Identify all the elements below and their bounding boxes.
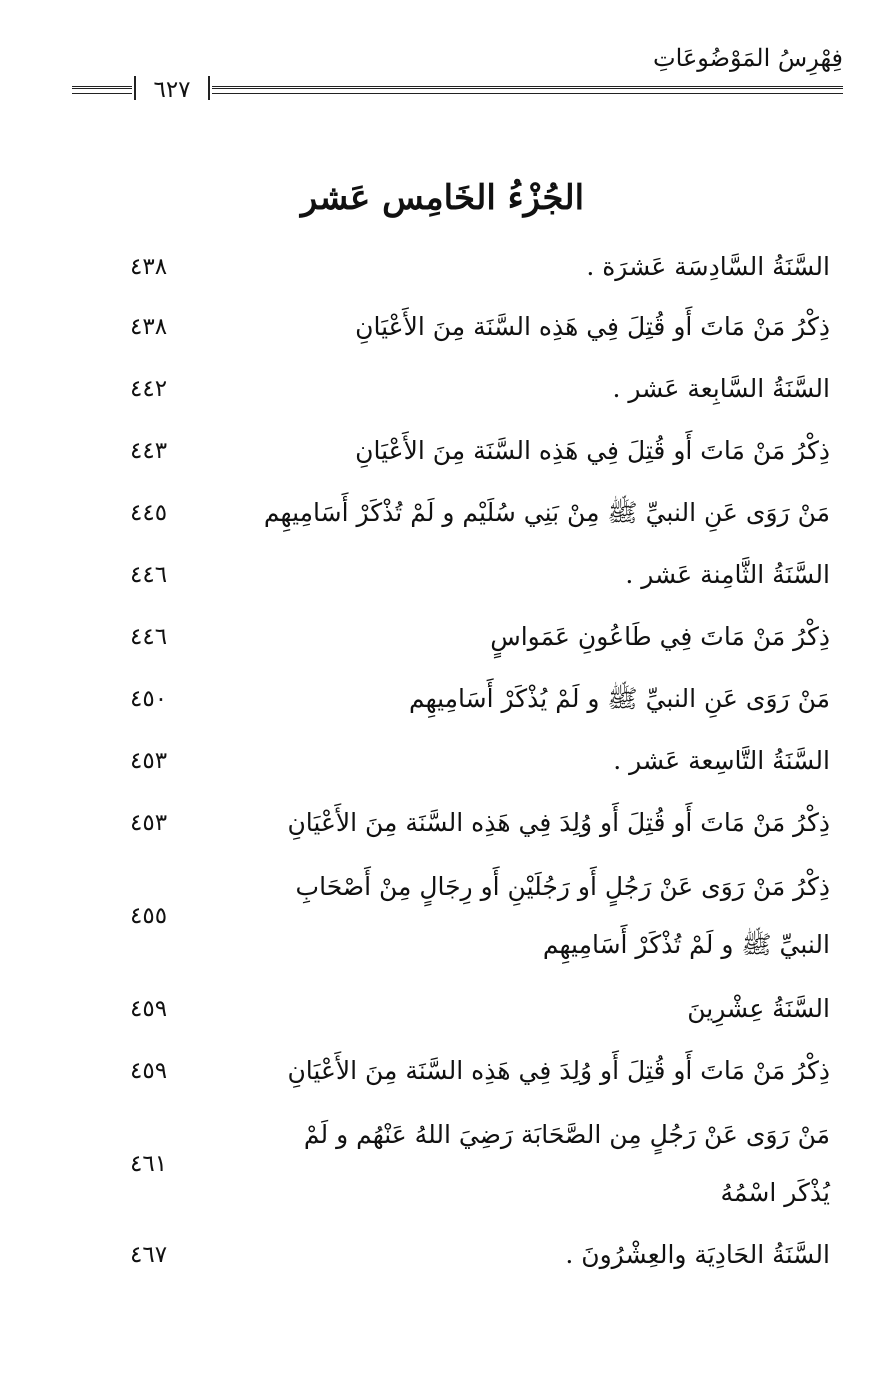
toc-entry-page: ٤٥٥ [130,903,168,929]
running-title: فِهْرِسُ المَوْضُوعَاتِ [653,44,843,72]
toc-entry-title: السَّنَةُ السَّادِسَة عَشرَة . [586,252,830,281]
toc-entry-page: ٤٤٦ [130,562,168,588]
toc-entry-title: ذِكْرُ مَنْ مَاتَ فِي طَاعُونِ عَمَواسٍ [490,622,830,651]
toc-entry-page: ٤٥٩ [130,1058,168,1084]
toc-entry-page: ٤٤٢ [130,376,168,402]
header-rule [212,86,843,89]
toc-entry-page: ٤٥٩ [130,996,168,1022]
header-rule-thin [212,93,843,94]
toc-entry-page: ٤٤٣ [130,438,168,464]
page-number-bracket-right [208,76,210,100]
toc-entry-page: ٤٦١ [130,1151,168,1177]
toc-entry-title: السَّنَةُ عِشْرِينَ [687,994,830,1023]
toc-entry-title: ذِكْرُ مَنْ مَاتَ أَو قُتِلَ أَو وُلِدَ فِي هَذِه السَّنَة مِنَ الأَعْيَانِ [287,1056,830,1085]
toc-entry-title: السَّنَةُ الثَّامِنة عَشر . [625,560,830,589]
toc-entry-page: ٤٥٣ [130,748,168,774]
part-title: الجُزْءُ الخَامِس عَشر [300,178,585,218]
toc-entry-title: مَنْ رَوَى عَنِ النبيِّ ﷺ مِنْ بَنِي سُلَيْم و لَمْ تُذْكَرْ أَسَامِيهِم [263,498,830,527]
toc-entry-title: السَّنَةُ الحَادِيَة والعِشْرُونَ . [565,1240,830,1269]
toc-entry-title: السَّنَةُ التَّاسِعة عَشر . [613,746,830,775]
toc-entry-title: ذِكْرُ مَنْ مَاتَ أَو قُتِلَ فِي هَذِه السَّنَة مِنَ الأَعْيَانِ [355,312,830,341]
toc-entry-title: ذِكْرُ مَنْ رَوَى عَنْ رَجُلٍ أَو رَجُلَيْنِ أَو رِجَالٍ مِنْ أَصْحَابِ النبيِّ ﷺ و لَمْ تُذْكَرْ أَسَامِيهِم [295,872,830,959]
toc-entry-page: ٤٣٨ [130,314,168,340]
toc-entry-title: ذِكْرُ مَنْ مَاتَ أَو قُتِلَ فِي هَذِه السَّنَة مِنَ الأَعْيَانِ [355,436,830,465]
page-number: ٦٢٧ [153,77,191,103]
toc-entry-page: ٤٤٥ [130,500,168,526]
toc-entry-title: السَّنَةُ السَّابِعة عَشر . [612,374,830,403]
toc-entry-page: ٤٦٧ [130,1242,168,1268]
page-number-bracket-left [134,76,136,100]
toc-entry-page: ٤٤٦ [130,624,168,650]
header-rule-left-thin [72,93,132,94]
toc-entry-title: ذِكْرُ مَنْ مَاتَ أَو قُتِلَ أَو وُلِدَ فِي هَذِه السَّنَة مِنَ الأَعْيَانِ [287,808,830,837]
toc-entry-title: مَنْ رَوَى عَنْ رَجُلٍ مِن الصَّحَابَة رَضِيَ اللهُ عَنْهُم و لَمْ يُذْكَر اسْمُهُ [303,1120,830,1207]
toc-entry-title: مَنْ رَوَى عَنِ النبيِّ ﷺ و لَمْ يُذْكَرْ أَسَامِيهِم [408,684,830,713]
toc-entry-page: ٤٥٠ [130,686,168,712]
toc-entry-page: ٤٥٣ [130,810,168,836]
toc-entry-page: ٤٣٨ [130,254,168,280]
header-rule-left [72,86,132,89]
